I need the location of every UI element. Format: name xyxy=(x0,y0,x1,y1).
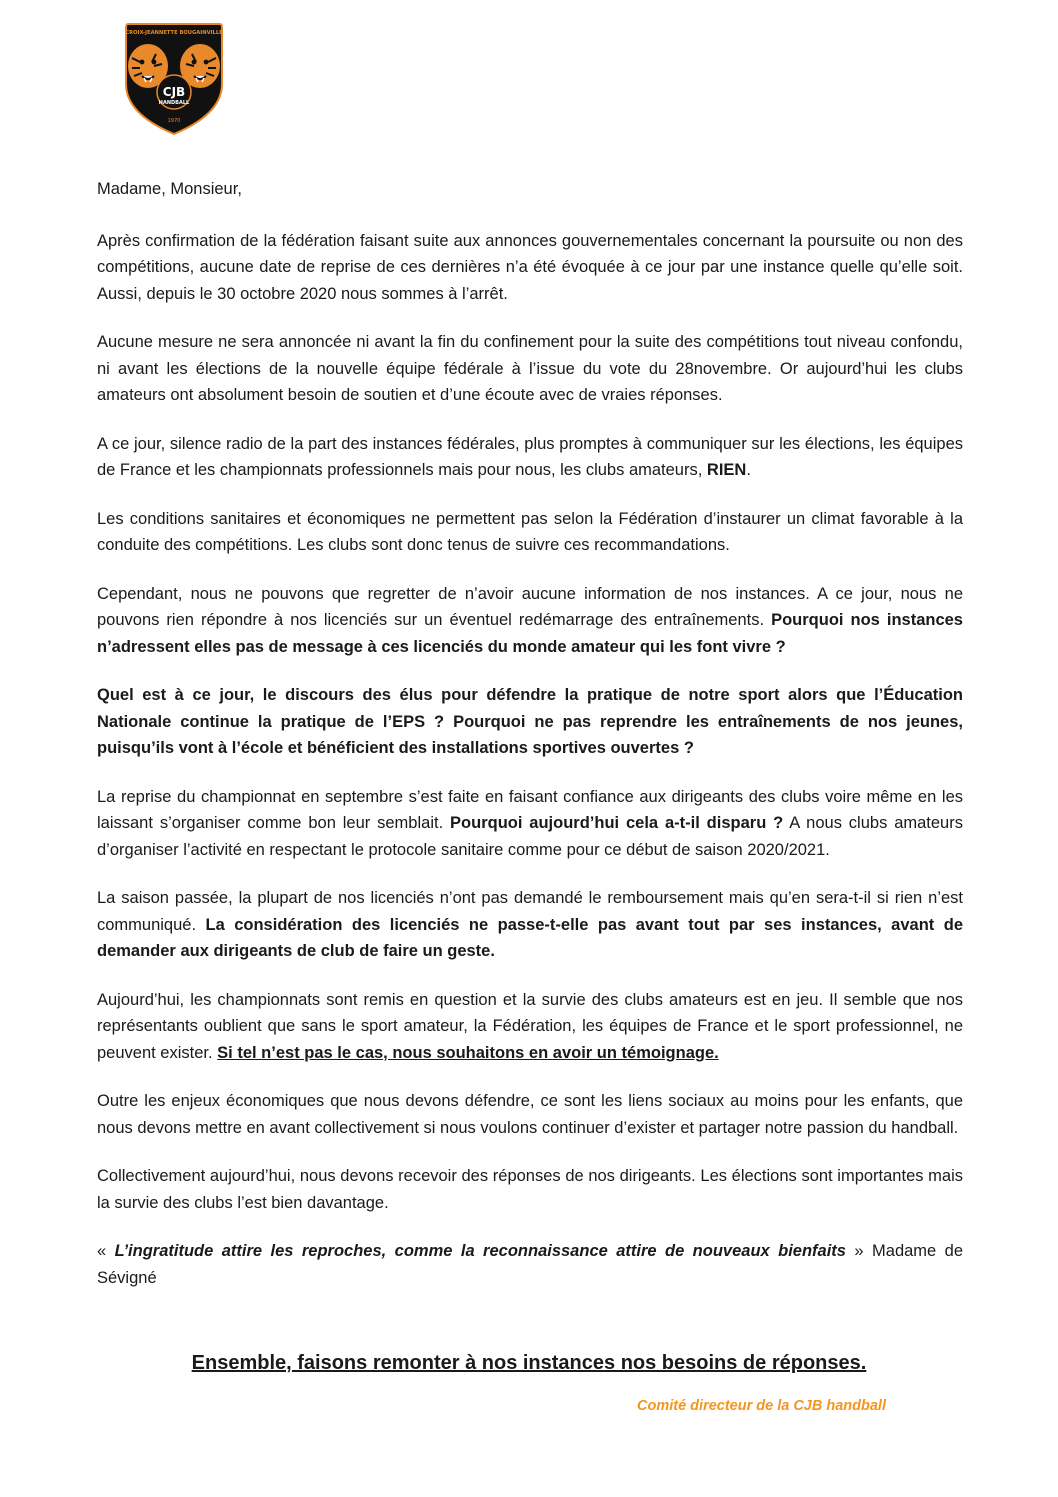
logo-top-text: CROIX-JEANNETTE BOUGAINVILLE xyxy=(125,30,223,36)
signature: Comité directeur de la CJB handball xyxy=(637,1398,886,1414)
paragraph-7-text: La reprise du championnat en septembre s’est faite en faisant confiance aux dirigeants des clubs voire même en les laissant s’organiser comme bon leur semblait. xyxy=(97,787,963,832)
paragraph-8 xyxy=(97,885,963,965)
logo-year: 1970 xyxy=(167,118,181,124)
paragraph-7-question: Pourquoi aujourd’hui cela a-t-il disparu ? xyxy=(450,814,784,832)
paragraph-3-end: . xyxy=(746,461,751,479)
paragraph-7 xyxy=(97,784,963,864)
paragraph-8-emphasis: La considération des licenciés ne passe-t-elle pas avant tout par ses instances, avant de demander aux dirigeants de club de faire un geste. xyxy=(97,915,963,960)
paragraph-6: Quel est à ce jour, le discours des élus pour défendre la pratique de notre sport alors que l’Éducation Nationale continue la pratique de l’EPS ? Pourquoi ne pas reprendre les entraînements de nos jeunes, puisqu’ils vont à l’école et bénéficient des installations sportives ouvertes ? xyxy=(97,686,963,757)
logo-sub-text: HANDBALL xyxy=(158,100,190,106)
quote-attribution: » Madame de Sévigné xyxy=(97,1242,963,1287)
paragraph-1: Après confirmation de la fédération faisant suite aux annonces gouvernementales concernant la poursuite ou non des compétitions, aucune date de reprise de ces dernières n’a été évoquée à ce jour par une instance quelle qu’elle soit. Aussi, depuis le 30 octobre 2020 nous sommes à l’arrêt. xyxy=(97,231,963,303)
paragraph-3-text: A ce jour, silence radio de la part des instances fédérales, plus promptes à communiquer sur les élections, les équipes de France et les championnats professionnels mais pour nous, les clubs amateurs, xyxy=(97,434,963,479)
paragraph-3 xyxy=(97,431,963,484)
paragraph-7-end: A nous clubs amateurs d’organiser l’activité en respectant le protocole sanitaire comme pour ce début de saison 2020/2021. xyxy=(97,814,963,859)
paragraph-9-text: Aujourd’hui, les championnats sont remis en question et la survie des clubs amateurs est en jeu. Il semble que nos représentants oublient que sans le sport amateur, la Fédération, les équipes de France et le sport professionnel, ne peuvent exister. xyxy=(97,990,963,1062)
paragraph-11: Collectivement aujourd’hui, nous devons recevoir des réponses de nos dirigeants. Les élections sont importantes mais la survie des clubs l’est bien davantage. xyxy=(97,1167,963,1212)
paragraph-9-emphasis: Si tel n’est pas le cas, nous souhaitons en avoir un témoignage. xyxy=(217,1043,719,1062)
greeting: Madame, Monsieur, xyxy=(97,180,242,198)
paragraph-5-question: Pourquoi nos instances n’adressent elles pas de message à ces licenciés du monde amateur qui les font vivre ? xyxy=(97,611,963,656)
paragraph-5-text: Cependant, nous ne pouvons que regretter de n’avoir aucune information de nos instances. A ce jour, nous ne pouvons rien répondre à nos licenciés sur un éventuel redémarrage des entraînements. xyxy=(97,584,963,629)
quote xyxy=(97,1238,963,1291)
paragraph-2: Aucune mesure ne sera annoncée ni avant la fin du confinement pour la suite des compétitions tout niveau confondu, ni avant les élections de la nouvelle équipe fédérale à l’issue du vote du 28novembre. Or aujourd’hui les clubs amateurs ont absolument besoin de soutien et d’une écoute avec de vraies réponses. xyxy=(97,333,963,404)
paragraph-5 xyxy=(97,581,963,661)
paragraph-10: Outre les enjeux économiques que nous devons défendre, ce sont les liens sociaux au moins pour les enfants, que nous devons mettre en avant collectivement si nous voulons continuer d’exister et partager notre passion du handball. xyxy=(97,1092,963,1137)
cjb-handball-logo xyxy=(118,18,230,136)
letter-body xyxy=(97,176,963,1313)
closing-statement: Ensemble, faisons remonter à nos instances nos besoins de réponses. xyxy=(191,1352,867,1374)
logo-initials: CJB xyxy=(162,85,186,99)
quote-open: « xyxy=(97,1242,115,1260)
paragraph-8-text: La saison passée, la plupart de nos licenciés n’ont pas demandé le remboursement mais qu’en sera-t-il si rien n’est communiqué. xyxy=(97,889,963,934)
paragraph-4: Les conditions sanitaires et économiques ne permettent pas selon la Fédération d’instaurer un climat favorable à la conduite des compétitions. Les clubs sont donc tenus de suivre ces recommandations. xyxy=(97,509,963,554)
quote-text: L’ingratitude attire les reproches, comme la reconnaissance attire de nouveaux bienfaits xyxy=(114,1242,846,1260)
paragraph-9 xyxy=(97,987,963,1067)
paragraph-3-emphasis: RIEN xyxy=(706,461,747,479)
